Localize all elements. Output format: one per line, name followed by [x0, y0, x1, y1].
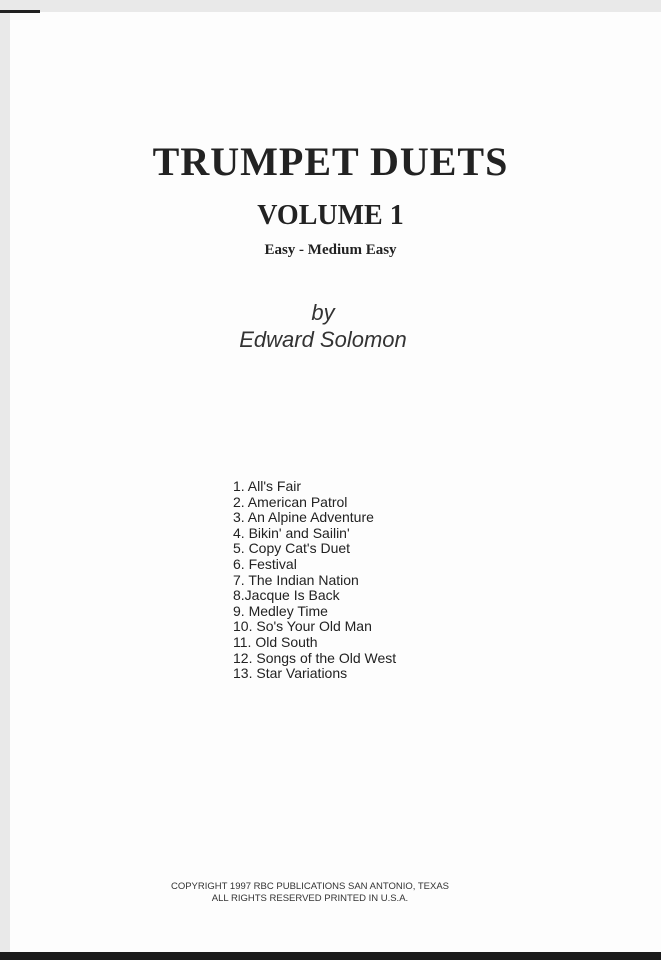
volume-label: VOLUME 1 [257, 200, 404, 231]
by-label: by [311, 300, 335, 325]
list-item: 4. Bikin' and Sailin' [233, 524, 350, 541]
list-item: 2. American Patrol [233, 493, 348, 510]
list-item: 1. All's Fair [233, 478, 302, 494]
copyright-line: COPYRIGHT 1997 RBC PUBLICATIONS SAN ANTONIO, TEXAS [170, 881, 450, 892]
list-item: 11. Old South [233, 633, 318, 650]
list-item: 8.Jacque Is Back [233, 587, 340, 604]
list-item: 9. Medley Time [233, 602, 328, 619]
list-item: 7. The Indian Nation [233, 571, 359, 588]
list-item: 12. Songs of the Old West [233, 649, 397, 666]
contents-list [233, 479, 396, 682]
list-item: 10. So's Your Old Man [233, 618, 372, 635]
scan-edge-bottom [0, 952, 661, 960]
scan-edge-top [0, 10, 40, 13]
book-title: TRUMPET DUETS [152, 139, 509, 184]
rights-line: ALL RIGHTS RESERVED PRINTED IN U.S.A. [211, 893, 409, 904]
difficulty-label: Easy - Medium Easy [264, 242, 397, 258]
list-item: 13. Star Variations [233, 665, 348, 682]
author-name: Edward Solomon [239, 327, 407, 352]
list-item: 3. An Alpine Adventure [233, 509, 374, 526]
list-item: 5. Copy Cat's Duet [233, 540, 351, 557]
list-item: 6. Festival [233, 555, 297, 572]
